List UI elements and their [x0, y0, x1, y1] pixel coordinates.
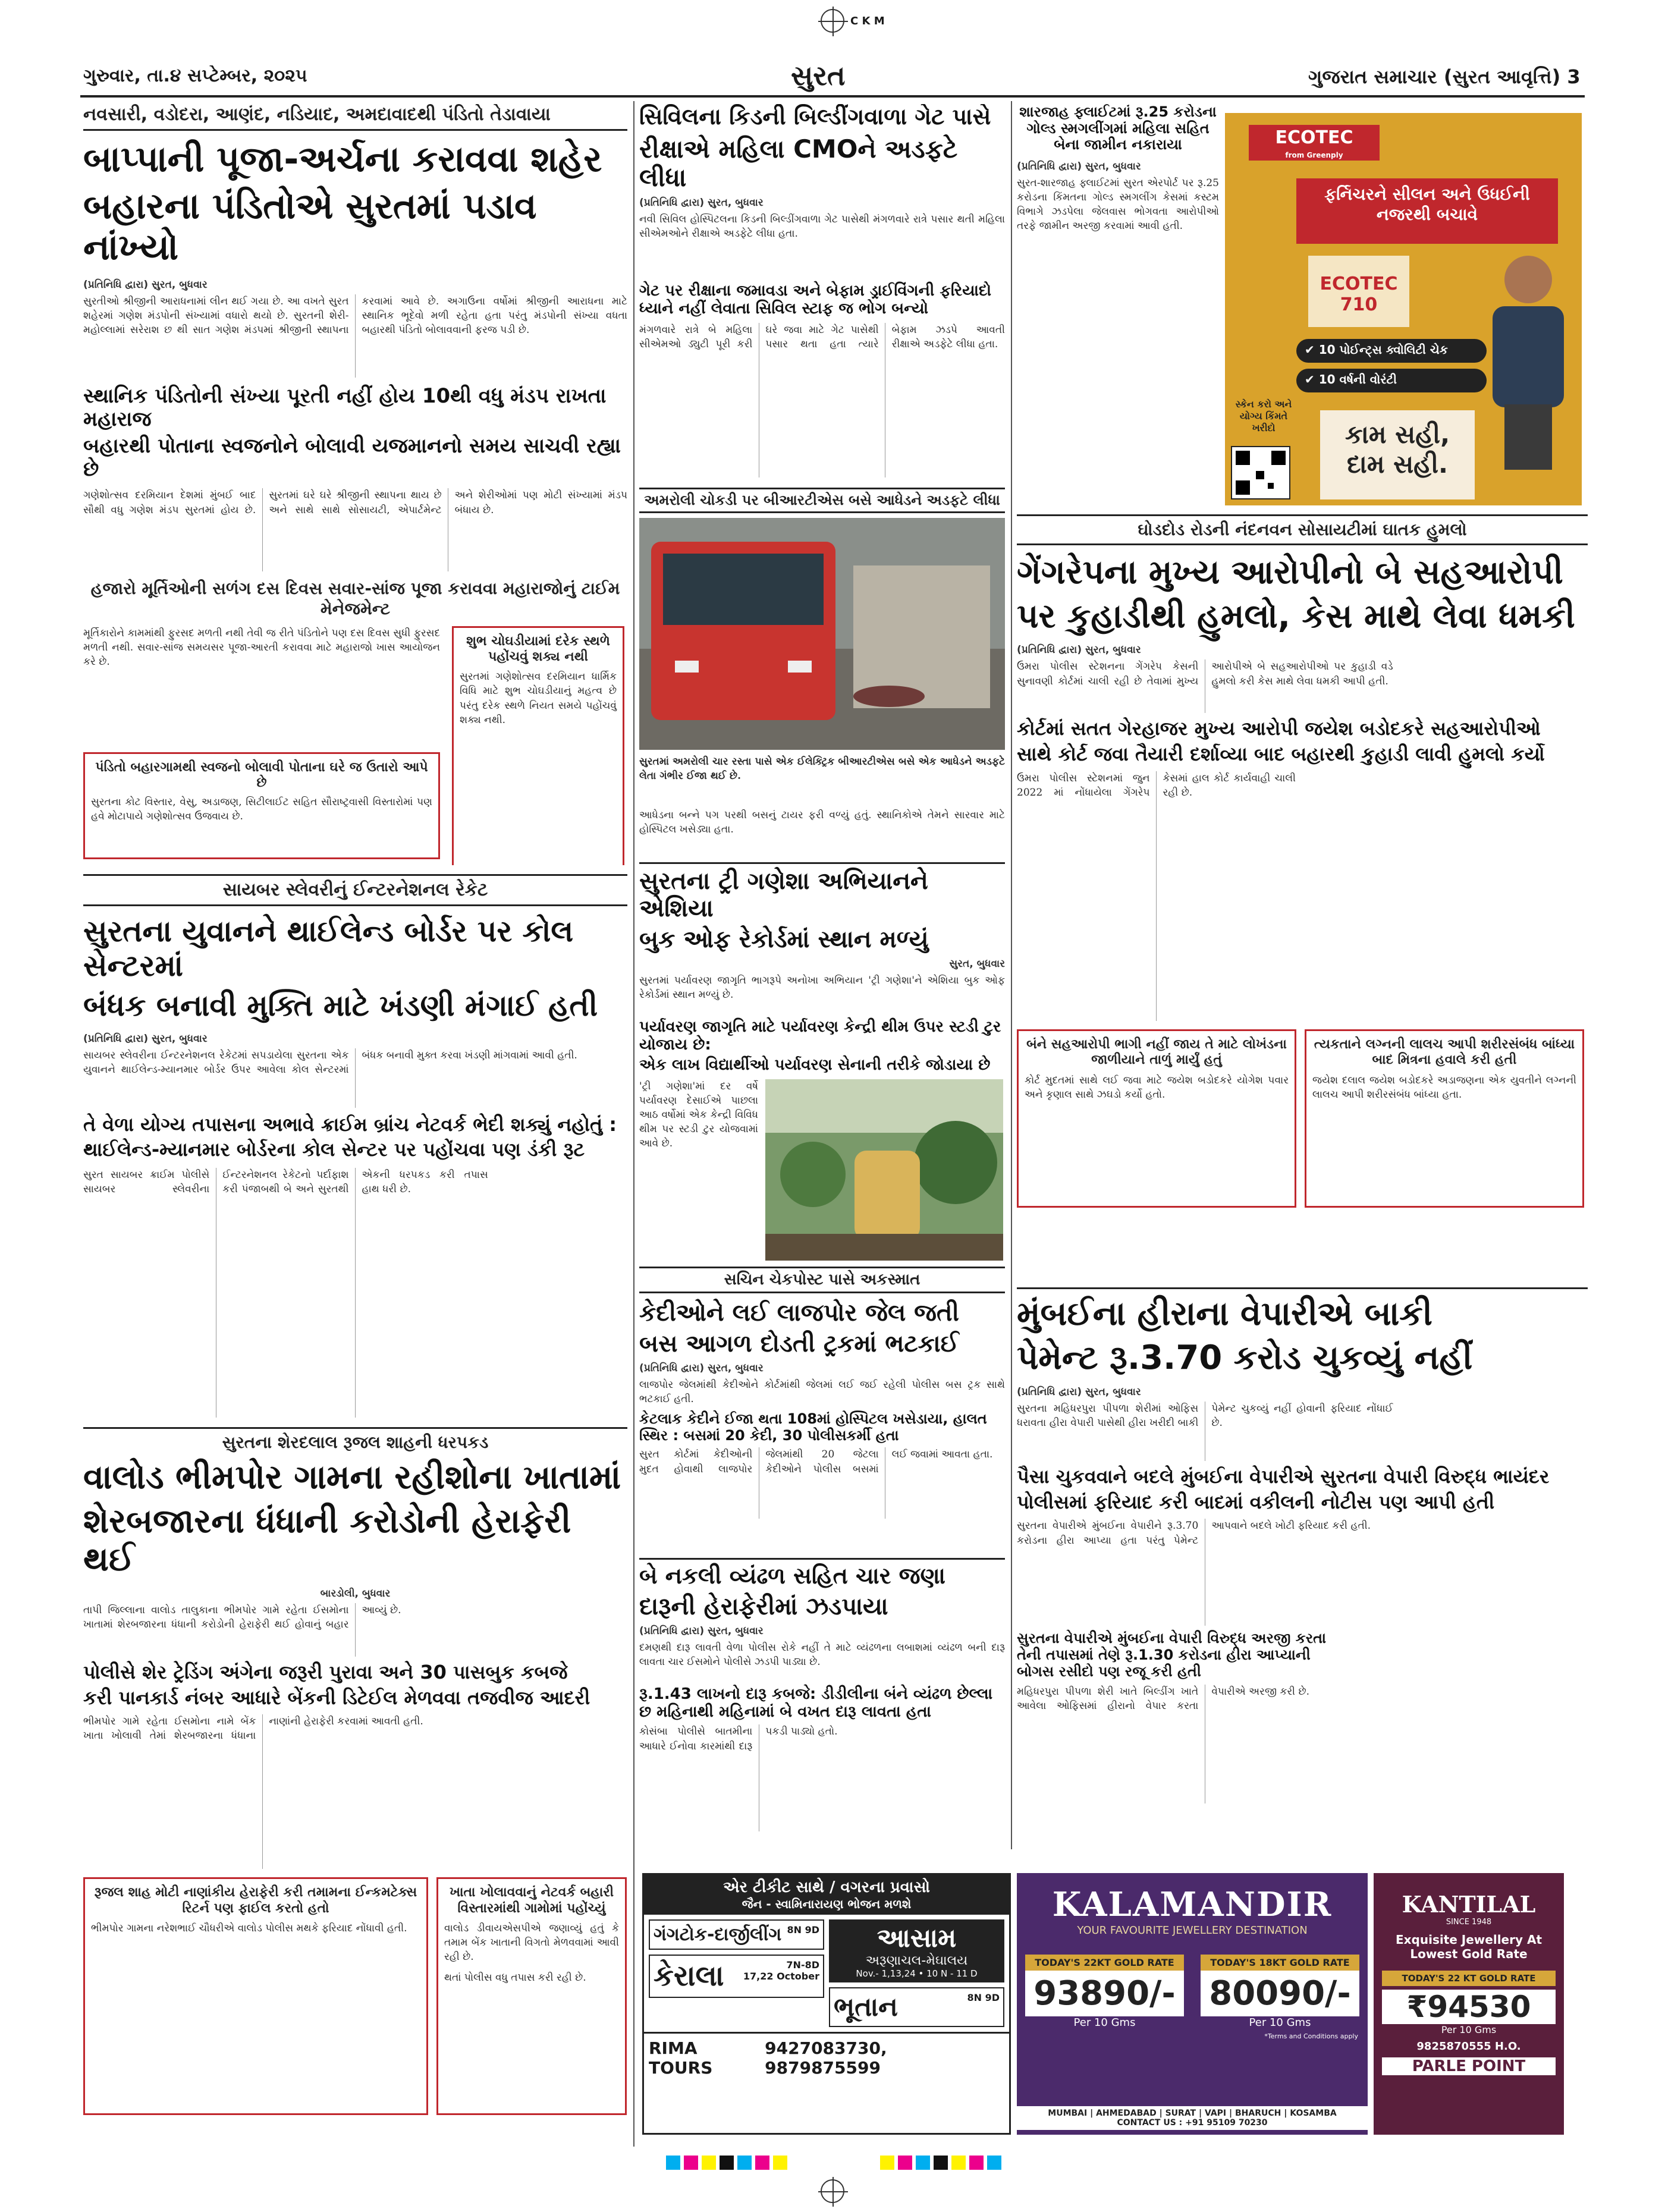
- article-body: સાયબર સ્લેવરીના ઈન્ટરનેશનલ રેકેટમાં સપડાયેલા સુરતના એક યુવાનને થાઈલેન્ડ-મ્યાનમાર બોર્ડર ઉપર આવેલા કોલ સેન્ટરમાં બંધક બનાવી મુક્ત કરવા ખંડણી માંગવામાં આવી હતી.: [83, 1049, 577, 1076]
- headline-line-1: ગેંગરેપના મુખ્ય આરોપીનો બે સહઆરોપી: [1017, 552, 1563, 592]
- box-body: કોર્ટ મુદતમાં સાથે લઈ જવા માટે જયેશ બડોદકરે યોગેશ પવાર અને કૃણાલ સાથે ઝઘડો કર્યો હતો.: [1025, 1074, 1289, 1101]
- article-body: મહિધરપુરા પીપળા શેરી ખાતે બિલ્ડીંગ ખાતે આવેલા ઓફિસમાં હીરાનો વેપાર કરતા વેપારીએ અરજી કરી છે.: [1017, 1686, 1309, 1713]
- story-valod-share: [83, 1427, 627, 2141]
- article-body: સુરતીઓ શ્રીજીની આરાધનામાં લીન થઈ ગયા છે. આ વખતે સુરત શહેરમાં ગણેશ મંડપોની સંખ્યામાં વધારો થયો છે. સુરતની શેરી-મહોલ્લામાં સરેરાશ છ થી સાત ગણેશ મંડપમાં શ્રીજીની સ્થાપના કરવામાં આવે છે. અગાઉના વર્ષોમાં શ્રીજીની આરાધના માટે સ્થાનિક ભૂદેવો મળી રહેતા હતા પરંતુ મંડપોની સંખ્યા વધતા બહારથી પંડિતો બોલાવવાની ફરજ પડી છે.: [83, 296, 627, 337]
- subheadline: પોલીસમાં ફરિયાદ કરી બાદમાં વકીલની નોટીસ પણ આપી હતી: [1017, 1490, 1495, 1513]
- feature-badge: ✔ 10 વર્ષની વોરંટી: [1296, 369, 1487, 392]
- scan-text: સ્કેન કરો અને યોગ્ય કિંમતે ખરીદો: [1235, 398, 1292, 433]
- headline-line-1: સુરતના ટ્રી ગણેશા અભિયાનને એશિયા: [639, 862, 1005, 922]
- headline-line-2: દારૂની હેરાફેરીમાં ઝડપાયા: [639, 1592, 888, 1620]
- sidebar-box-2: [436, 1877, 627, 2115]
- gold-rate-label: TODAY'S 22 KT GOLD RATE: [1382, 1971, 1556, 1986]
- subheadline: પર્યાવરણ જાગૃતિ માટે પર્યાવરણ કેન્દ્રી થીમ ઉપર સ્ટડી ટુર યોજાય છે:: [639, 1018, 1001, 1054]
- article-body: ઉમરા પોલીસ સ્ટેશનમાં જુન 2022 માં નોંધાયેલા ગેંગરેપ કેસમાં હાલ કોર્ટ કાર્યવાહી ચાલી રહી છે.: [1017, 772, 1296, 799]
- color-bar-right: [880, 2156, 1005, 2170]
- subheadline: કેટલાક કેદીને ઈજા થતા 108માં હોસ્પિટલ ખસેડાયા, હાલત સ્થિર : બસમાં 20 કેદી, 30 પોલીસકર્મી હતા: [639, 1410, 987, 1444]
- box-body: સુરતના કોટ વિસ્તાર, વેસુ, અડાજણ, સિટીલાઈટ સહિત સૌરાષ્ટ્રવાસી વિસ્તારોમાં પણ હવે મોટાપાયે ગણેશોત્સવ ઉજવાય છે.: [91, 796, 432, 822]
- photo-caption: સુરતમાં અમરોલી ચાર રસ્તા પાસે એક ઈલેક્ટ્રિક બીઆરટીએસ બસે એક આધેડને અડફટે લેતા ગંભીર ઈજા થઈ છે.: [639, 755, 1005, 782]
- terms-note: *Terms and Conditions apply: [1264, 2032, 1358, 2040]
- box-title: શુભ ચોઘડીયામાં દરેક સ્થળે પહોંચવું શક્ય નથી: [466, 633, 610, 664]
- subheadline: તે વેળા યોગ્ય તપાસના અભાવે ક્રાઈમ બ્રાંચ નેટવર્ક ભેદી શક્યું નહોતું :: [83, 1113, 617, 1136]
- masthead-section: સુરત: [791, 59, 846, 92]
- rima-tours-advertisement[interactable]: [642, 1873, 1011, 2135]
- article-body: સુરત સાયબર ક્રાઈમ પોલીસે સાયબર સ્લેવરીના ઈન્ટરનેશનલ રેકેટનો પર્દાફાશ કરી પંજાબથી બે અને સુરતથી એકની ધરપકડ કરી તપાસ હાથ ધરી છે.: [83, 1169, 488, 1196]
- registration-mark-top: [821, 9, 844, 33]
- kantilal-advertisement[interactable]: [1374, 1873, 1564, 2135]
- brts-bus-photo: [639, 518, 1005, 750]
- sidebar-box: [83, 1877, 428, 2115]
- article-body: દમણથી દારૂ લાવતી વેળા પોલીસ રોકે નહીં તે માટે વ્યંઢળના લબાશમાં વ્યંઢળ બની દારૂ લાવતા ચાર ઈસમોને પોલીસે ઝડપી પાડ્યા છે.: [639, 1641, 1005, 1668]
- gold-rate-18kt: TODAY'S 18KT GOLD RATE 80090/- Per 10 Gms: [1201, 1955, 1359, 2029]
- masthead-date: ગુરુવાર, તા.૪ સપ્ટેમ્બર, ૨૦૨૫: [83, 65, 307, 86]
- subheadline: સ્થાનિક પંડિતોની સંખ્યા પૂરતી નહીં હોય 10થી વધુ મંડપ રાખતા મહારાજ: [83, 384, 607, 432]
- subheadline: રૂ.1.43 લાખનો દારૂ કબજે: ડીડીલીના બંને વ્યંઢળ છેલ્લા છ મહિનાથી મહિનામાં બે વખત દારૂ લાવતા હતા: [639, 1685, 993, 1721]
- byline: (પ્રતિનિધિ દ્વારા) સુરત, બુધવાર: [639, 197, 764, 209]
- byline: (પ્રતિનિધિ દ્વારા) સુરત, બુધવાર: [83, 1032, 208, 1045]
- subheadline: પૈસા ચુકવવાને બદલે મુંબઈના વેપારીએ સુરતના વેપારી વિરુદ્ધ ભાયંદર: [1017, 1465, 1550, 1488]
- box-title: પંડિતો બહારગામથી સ્વજનો બોલાવી પોતાના ઘરે જ ઉતારો આપે છે: [95, 760, 428, 791]
- slogan: કામ સહી, દામ સહી.: [1320, 410, 1475, 499]
- kantilal-logo: KANTILAL: [1402, 1891, 1536, 1918]
- story-kicker: અમરોલી ચોકડી પર બીઆરટીએસ બસે આધેડને અડફટે લીધા: [639, 488, 1005, 513]
- article-body: કોસંબા પોલીસે બાતમીના આધારે ઈનોવા કારમાંથી દારૂ પકડી પાડ્યો હતો.: [639, 1726, 838, 1752]
- story-kicker: સુરતના શેરદલાલ રૂજલ શાહની ધરપકડ: [83, 1427, 627, 1453]
- byline: (પ્રતિનિધિ દ્વારા) સુરત, બુધવાર: [1017, 160, 1141, 172]
- kalamandir-footer: MUMBAI | AHMEDABAD | SURAT | VAPI | BHARUCH | KOSAMBA CONTACT US : +91 95109 70230: [1017, 2106, 1368, 2130]
- box-title: બંને સહઆરોપી ભાગી નહીં જાય તે માટે લોખંડના જાળીયાને તાળું માર્યું હતું: [1026, 1036, 1287, 1068]
- box-footer: થતાં પોલીસ વધુ તપાસ કરી રહી છે.: [444, 1971, 586, 1984]
- column-rule-1: [633, 101, 634, 2147]
- article-body: તાપી જિલ્લાના વાલોડ તાલુકાના ભીમપોર ગામે રહેતા ઈસમોના ખાતામાં શેરબજારના ધંધાની કરોડોની હેરાફેરી થઈ હોવાનું બહાર આવ્યું છે.: [83, 1604, 401, 1630]
- article-body: ઉમરા પોલીસ સ્ટેશનના ગેંગરેપ કેસની સુનાવણી કોર્ટમાં ચાલી રહી છે તેવામાં મુખ્ય આરોપીએ બે સહઆરોપીઓ પર કુહાડી વડે હુમલો કરી કેસ માથે લેવા ધમકી આપી હતી.: [1017, 661, 1393, 687]
- byline: (પ્રતિનિધિ દ્વારા) સુરત, બુધવાર: [639, 1362, 764, 1375]
- headline-line-2: બંધક બનાવી મુક્તિ માટે ખંડણી મંગાઈ હતી: [83, 988, 598, 1023]
- gold-rate-price: ₹94530: [1382, 1990, 1556, 2024]
- kantilal-location: PARLE POINT: [1382, 2057, 1556, 2075]
- tour-gangtok: ગંગટોક-દાર્જીલીંગ 8N 9D: [649, 1919, 824, 1950]
- box-title: ત્યકતાને લગ્નની લાલચ આપી શરીરસંબંધ બાંધ્યા બાદ મિત્રના હવાલે કરી હતી: [1314, 1036, 1575, 1068]
- story-mumbai-diamond: [1017, 1287, 1588, 1867]
- subheadline: થાઈલેન્ડ-મ્યાનમાર બોર્ડરના કોલ સેન્ટર પર પહોંચવા પણ ડંકી રૂટ: [83, 1138, 585, 1161]
- headline-line-2: પેમેન્ટ રૂ.3.70 કરોડ ચુકવ્યું નહીં: [1017, 1338, 1473, 1378]
- story-civil-cmo: [639, 104, 1005, 485]
- masthead-rule: [80, 95, 1585, 98]
- color-bar-left: [666, 2156, 791, 2170]
- registration-mark-bottom: [821, 2179, 844, 2203]
- kantilal-tagline: Exquisite Jewellery At Lowest Gold Rate: [1395, 1933, 1543, 1961]
- headline-line-1: મુંબઈના હીરાના વેપારીએ બાકી: [1017, 1287, 1588, 1333]
- headline-line-2: શેરબજારના ધંધાની કરોડોની હેરાફેરી થઈ: [83, 1501, 571, 1579]
- headline-line-1: વાલોડ ભીમપોર ગામના રહીશોના ખાતામાં: [83, 1457, 621, 1497]
- headline-line-2: પર કુહાડીથી હુમલો, કેસ માથે લેવા ધમકી: [1017, 596, 1575, 636]
- story-nandanvan-attack: [1017, 514, 1588, 1281]
- story-tree-ganesha: [639, 862, 1005, 1261]
- story-kicker: સાયબર સ્લેવરીનું ઈન્ટરનેશનલ રેકેટ: [83, 874, 627, 906]
- story-liquor-smuggling: [639, 1558, 1005, 1867]
- story-gold-smuggling: [1017, 104, 1219, 508]
- masthead-paper-name: ગુજરાત સમાચાર (સુરત આવૃત્તિ) 3: [1308, 65, 1581, 88]
- story-kicker: ઘોડદોડ રોડની નંદનવન સોસાયટીમાં ઘાતક હુમલો: [1017, 514, 1588, 545]
- headline-line-1: બે નકલી વ્યંઢળ સહિત ચાર જણા: [639, 1558, 1005, 1589]
- model-photo: [1481, 250, 1576, 470]
- phone-number[interactable]: 9825870555 H.O.: [1416, 2040, 1521, 2053]
- rima-footer: [644, 2032, 1009, 2082]
- article-body: સુરત કોર્ટમાં કેદીઓની મુદત હોવાથી લાજપોર જેલમાંથી 20 જેટલા કેદીઓને પોલીસ બસમાં લઈ જવામાં આવતા હતા.: [639, 1449, 993, 1475]
- subheadline: બહારથી પોતાના સ્વજનોને બોલાવી યજમાનનો સમય સાચવી રહ્યા છે: [83, 434, 621, 482]
- kalamandir-tagline: YOUR FAVOURITE JEWELLERY DESTINATION: [1077, 1924, 1308, 1937]
- subheadline: પોલીસે શેર ટ્રેડિંગ અંગેના જરૂરી પુરાવા અને 30 પાસબુક કબજે: [83, 1660, 568, 1683]
- article-body: સુરતમાં પર્યાવરણ જાગૃતિ ભાગરૂપે અનોખા અભિયાન 'ટ્રી ગણેશા'ને એશિયા બુક ઓફ રેકોર્ડમાં સ્થાન મળ્યું છે.: [639, 975, 1005, 1001]
- subheadline: કોર્ટમાં સતત ગેરહાજર મુખ્ય આરોપી જયેશ બડોદકરે સહઆરોપીઓ: [1017, 717, 1541, 740]
- headline-line-1: કેદીઓને લઈ લાજપોર જેલ જતી: [639, 1299, 959, 1327]
- ecotec-advertisement[interactable]: [1225, 113, 1582, 505]
- kalamandir-logo: KALAMANDIR: [1052, 1885, 1333, 1924]
- byline: (પ્રતિનિધિ દ્વારા) સુરત, બુધવાર: [83, 279, 208, 291]
- byline: (પ્રતિનિધિ દ્વારા) સુરત, બુધવાર: [639, 1625, 764, 1637]
- headline-line-1: બાપ્પાની પૂજા-અર્ચના કરાવવા શહેર: [83, 139, 602, 180]
- story-brts-accident: [639, 488, 1005, 856]
- article-body: મૂર્તિકારોને કામમાંથી ફુરસદ મળતી નથી તેવી જ રીતે પંડિતોને પણ દસ દિવસ સુધી ફુરસદ મળતી નથી. સવાર-સાંજ સમયસર પૂજા-આરતી કરાવવા માટે મહારાજો ખાસ આયોજન કરે છે.: [83, 627, 440, 668]
- gold-rate-22kt: TODAY'S 22KT GOLD RATE 93890/- Per 10 Gms: [1025, 1955, 1184, 2029]
- sidebar-box: [452, 626, 624, 865]
- headline: શારજાહ ફ્લાઈટમાં રૂ.25 કરોડના ગોલ્ડ સ્મગલીંગમાં મહિલા સહિત બેના જામીન નકારાયા: [1019, 104, 1217, 153]
- box-body: ભીમપોર ગામના નરેશભાઈ ચૌધરીએ વાલોડ પોલીસ મથકે ફરિયાદ નોંધાવી હતી.: [91, 1922, 407, 1935]
- byline: બારડોલી, બુધવાર: [320, 1587, 391, 1600]
- subheadline: કરી પાનકાર્ડ નંબર આધારે બેંકની ડિટેઈલ મેળવવા તજવીજ આદરી: [83, 1686, 590, 1709]
- article-body: સુરતના મહિધરપુરા પીપળા શેરીમાં ઓફિસ ધરાવતા હીરા વેપારી પાસેથી હીરા ખરીદી બાકી પેમેન્ટ ચુકવ્યું નહીં હોવાની ફરિયાદ નોંધાઈ છે.: [1017, 1402, 1393, 1429]
- headline-line-1: સુરતના યુવાનને થાઈલેન્ડ બોર્ડર પર કોલ સેન્ટરમાં: [83, 914, 574, 983]
- headline-line-2: બસ આગળ દોડતી ટ્રકમાં ભટકાઈ: [639, 1330, 959, 1358]
- subheadline: ગેટ પર રીક્ષાના જમાવડા અને બેફામ ડ્રાઈવિંગની ફરિયાદો ધ્યાને નહીં લેવાતા સિવિલ સ્ટાફ જ ભોગ બન્યો: [639, 282, 991, 318]
- story-cyber-slavery: [83, 874, 627, 1421]
- kalamandir-advertisement[interactable]: [1017, 1873, 1368, 2135]
- check-icon: ✔: [1305, 372, 1319, 387]
- article-body: ભીમપોર ગામે રહેતા ઈસમોના નામે બેંક ખાતા ખોલાવી તેમાં શેરબજારના ધંધાના નાણાંની હેરાફેરી કરવામાં આવતી હતી.: [83, 1715, 423, 1742]
- gold-rate-unit: Per 10 Gms: [1441, 2024, 1497, 2035]
- headline-line-2: બુક ઓફ રેકોર્ડમાં સ્થાન મળ્યું: [639, 926, 929, 953]
- box-body: વાલોડ ડીવાયએસપીએ જણાવ્યું હતું કે તમામ બેંક ખાતાની વિગતો મેળવવામાં આવી રહી છે.: [444, 1922, 619, 1963]
- subheadline: સુરતના વેપારીએ મુંબઈના વેપારી વિરુદ્ધ અરજી કરતા તેની તપાસમાં તેણે રૂ.1.30 કરોડના હીરા આપ્યાની બોગસ રસીદો પણ રજૂ કરી હતી: [1017, 1630, 1326, 1680]
- sidebar-box-2: [1305, 1029, 1584, 1208]
- article-body: મંગળવારે રાત્રે બે મહિલા સીએમઓ ડ્યુટી પૂરી કરી ઘરે જવા માટે ગેટ પાસેથી પસાર થતા હતા ત્યારે બેફામ ઝડપે આવતી રીક્ષાએ અડફેટે લીધા હતા.: [639, 324, 1005, 351]
- headline-line-2: બહારના પંડિતોએ સુરતમાં પડાવ નાંખ્યો: [83, 186, 537, 268]
- company-name: RIMA TOURS: [649, 2038, 713, 2078]
- subheadline: સાથે કોર્ટ જવા તૈયારી દર્શાવ્યા બાદ બહારથી કુહાડી લાવી હુમલો કર્યો: [1017, 743, 1545, 766]
- story-pandits: [83, 104, 627, 865]
- column-rule-2: [1011, 101, 1012, 1849]
- box-body: જયેશ દલાલ જયેશ બડોદકરે અડાજણના એક યુવતીને લગ્નની લાલચ આપી શરીરસંબંધ બાંધ્યા હતા.: [1312, 1074, 1576, 1101]
- byline: (પ્રતિનિધિ દ્વારા) સુરત, બુધવાર: [1017, 1385, 1141, 1398]
- headline-line-2: રીક્ષાએ મહિલા CMOને અડફટે લીધા: [639, 134, 958, 192]
- ecotec-logo: ECOTEC from Greenply: [1249, 125, 1380, 161]
- article-body: સુરત-શારજાહ ફ્લાઈટમાં સુરત એરપોર્ટ પર રૂ.25 કરોડના કિંમતના ગોલ્ડ સ્મગલીંગ કેસમાં કસ્ટમ વિભાગે ઝડપેલા જેલવાસ ભોગવતા આરોપીઓ તરફે જામીન અરજી કરવામાં આવી હતી.: [1017, 177, 1219, 232]
- sidebar-box: [1017, 1029, 1296, 1208]
- check-icon: ✔: [1305, 343, 1319, 357]
- article-body: ગણેશોત્સવ દરમિયાન દેશમાં મુંબઈ બાદ સૌથી વધુ ગણેશ મંડપ સુરતમાં હોય છે. સુરતમાં ઘરે ઘરે શ્રીજીની સ્થાપના થાય છે અને સાથે સાથે સોસાયટી, એપાર્ટમેન્ટ અને શેરીઓમાં પણ મોટી સંખ્યામાં મંડપ બંધાય છે.: [83, 489, 627, 516]
- feature-badge: ✔ 10 પોઈન્ટ્સ ક્વોલિટી ચેક: [1296, 339, 1487, 363]
- article-body: નવી સિવિલ હોસ્પિટલના કિડની બિલ્ડીંગવાળા ગેટ પાસેથી મંગળવારે રાત્રે પસાર થતી મહિલા સીએમઓને રીક્ષાએ અડફેટે લીધા હતા.: [639, 213, 1005, 240]
- box-title: રૂજલ શાહ મોટી નાણાંકીય હેરાફેરી કરી તમામના ઈન્કમટેક્સ રિટર્ન પણ ફાઈલ કરતો હતો: [94, 1885, 417, 1916]
- byline: સુરત, બુધવાર: [949, 958, 1005, 970]
- box-body: સુરતમાં ગણેશોત્સવ દરમિયાન ધાર્મિક વિધિ માટે શુભ ચોઘડીયાનું મહત્વ છે પરંતુ દરેક સ્થળે નિયત સમયે પહોંચવું શક્ય નથી.: [460, 671, 617, 726]
- rima-top-banner: એર ટીકીટ સાથે / વગરના પ્રવાસો જૈન - સ્વામિનારાયણ ભોજન મળશે: [644, 1875, 1009, 1915]
- kantilal-since: SINCE 1948: [1446, 1918, 1492, 1927]
- story-lajpor-bus: [639, 1267, 1005, 1552]
- headline-line-1: સિવિલના કિડની બિલ્ડીંગવાળા ગેટ પાસે: [639, 104, 991, 130]
- tour-kerala: કેરાલા 7N-8D 17,22 October: [649, 1955, 824, 1998]
- box-title: ખાતા ખોલાવવાનું નેટવર્ક બહારી વિસ્તારમાંથી ગામોમાં પહોંચ્યું: [449, 1885, 614, 1916]
- article-body: 'ટ્રી ગણેશા'માં દર વર્ષે પર્યાવરણ દેસાઈએ પાછલા આઠ વર્ષોમાં એક કેન્દ્રી વિવિધ થીમ પર સ્ટડી ટુર યોજવામાં આવે છે.: [639, 1080, 758, 1150]
- ecotec-product: ECOTEC 710: [1308, 256, 1409, 327]
- byline: (પ્રતિનિધિ દ્વારા) સુરત, બુધવાર: [1017, 644, 1141, 656]
- subheadline: હજારો મૂર્તિઓની સળંગ દસ દિવસ સવાર-સાંજ પૂજા કરાવવા મહારાજોનું ટાઈમ મેનેજમેન્ટ: [90, 579, 620, 618]
- tour-bhutan: ભૂતાન 8N 9D: [829, 1987, 1004, 2027]
- story-kicker: સચિન ચેકપોસ્ટ પાસે અકસ્માત: [639, 1267, 1005, 1293]
- article-body: લાજપોર જેલમાંથી કેદીઓને કોર્ટમાંથી જેલમાં લઈ જઈ રહેલી પોલીસ બસ ટ્રક સાથે ભટકાઈ હતી.: [639, 1379, 1005, 1406]
- subheadline: એક લાખ વિદ્યાર્થીઓ પર્યાવરણ સેનાની તરીકે જોડાયા છે: [639, 1055, 991, 1074]
- ecotec-tagline: ફર્નિચરને સીલન અને ઉધઈની નજરથી બચાવે: [1296, 178, 1558, 244]
- qr-code-icon[interactable]: [1231, 446, 1290, 499]
- article-body: સુરતના વેપારીએ મુંબઈના વેપારીને રૂ.3.70 કરોડના હીરા આપ્યા હતા પરંતુ પેમેન્ટ આપવાને બદલે ખોટી ફરિયાદ કરી હતી.: [1017, 1520, 1371, 1547]
- tour-assam: આસામ અરૂણાચલ-મેઘાલય Nov.- 1,13,24 • 10 N - 11 D: [829, 1919, 1004, 1982]
- sidebar-box-2: [83, 752, 440, 859]
- story-kicker: નવસારી, વડોદરા, આણંદ, નડિયાદ, અમદાવાદથી પંડિતો તેડાવાયા: [83, 104, 627, 131]
- registration-letters: C K M: [850, 15, 885, 27]
- article-body: આધેડના બન્ને પગ પરથી બસનું ટાયર ફરી વળ્યું હતું. સ્થાનિકોએ તેમને સારવાર માટે હોસ્પિટલ ખસેડ્યા હતા.: [639, 809, 1005, 835]
- tree-ganesha-photo: [765, 1079, 1003, 1261]
- phone-number[interactable]: 9427083730, 9879875599: [765, 2038, 887, 2078]
